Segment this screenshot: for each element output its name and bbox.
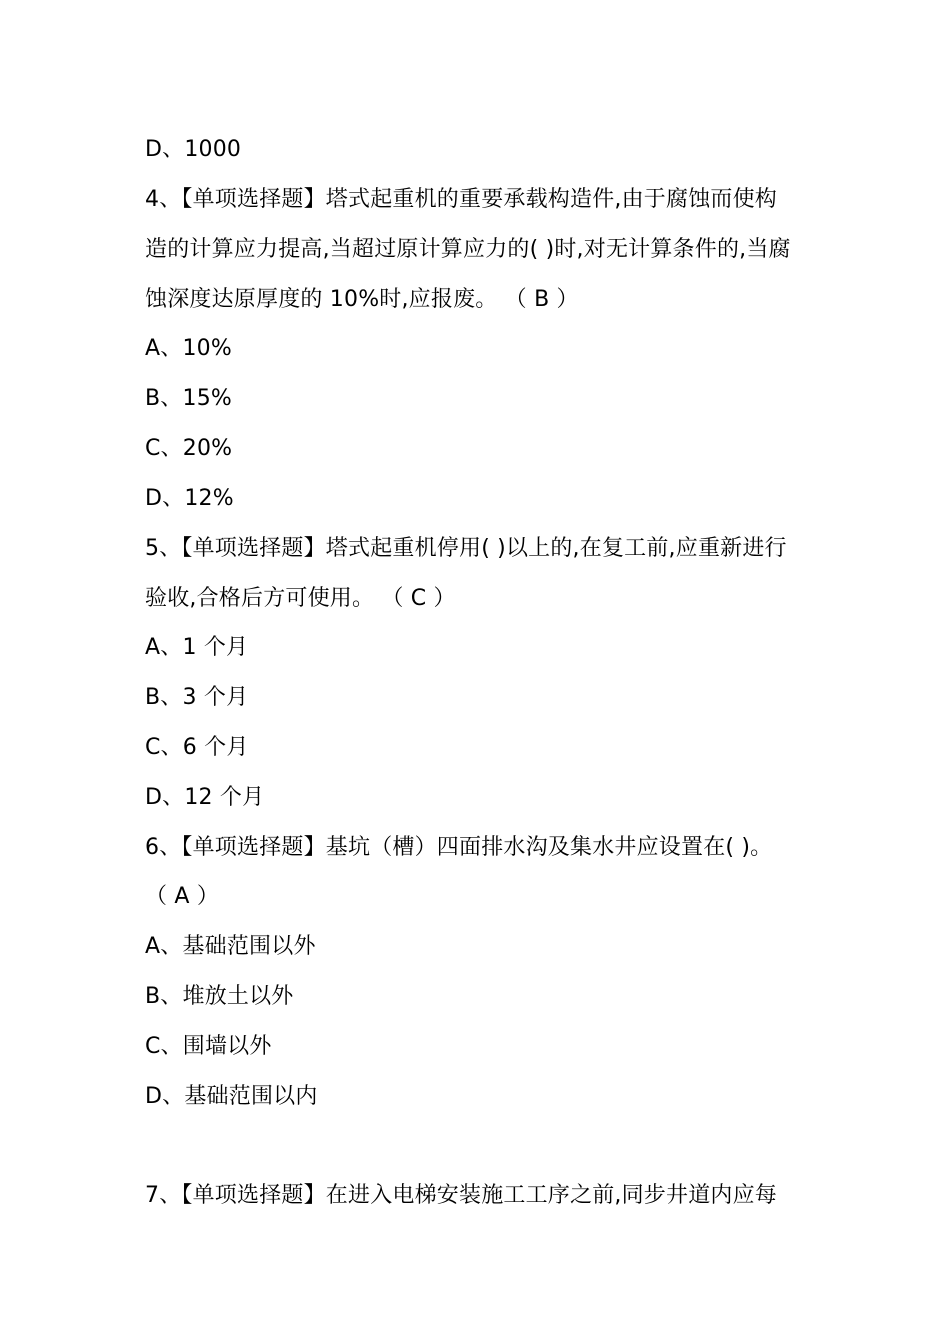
q4-option-c: C、20% — [145, 436, 233, 461]
q6-question-line-2: （ A ） — [145, 884, 220, 909]
q3-option-d: D、1000 — [145, 137, 242, 162]
q6-option-c: C、围墙以外 — [145, 1034, 272, 1059]
q6-option-d: D、基础范围以内 — [145, 1084, 318, 1109]
q5-option-d: D、12 个月 — [145, 785, 265, 810]
q5-option-a: A、1 个月 — [145, 635, 249, 660]
q6-option-b: B、堆放土以外 — [145, 984, 294, 1009]
q6-question-line-1: 6、【单项选择题】基坑（槽）四面排水沟及集水井应设置在( )。 — [145, 835, 773, 860]
q4-question-line-1: 4、【单项选择题】塔式起重机的重要承载构造件,由于腐蚀而使构 — [145, 187, 777, 212]
q6-option-a: A、基础范围以外 — [145, 934, 316, 959]
q5-question-line-2: 验收,合格后方可使用。 （ C ） — [145, 586, 456, 611]
q7-question-line-1: 7、【单项选择题】在进入电梯安装施工工序之前,同步井道内应每 — [145, 1183, 777, 1208]
q4-option-a: A、10% — [145, 336, 232, 361]
q5-option-b: B、3 个月 — [145, 685, 249, 710]
q5-option-c: C、6 个月 — [145, 735, 249, 760]
q4-question-line-2: 造的计算应力提高,当超过原计算应力的( )时,对无计算条件的,当腐 — [145, 237, 791, 262]
q4-option-b: B、15% — [145, 386, 232, 411]
q4-option-d: D、12% — [145, 486, 234, 511]
q5-question-line-1: 5、【单项选择题】塔式起重机停用( )以上的,在复工前,应重新进行 — [145, 536, 787, 561]
q4-question-line-3: 蚀深度达原厚度的 10%时,应报废。 （ B ） — [145, 287, 579, 312]
